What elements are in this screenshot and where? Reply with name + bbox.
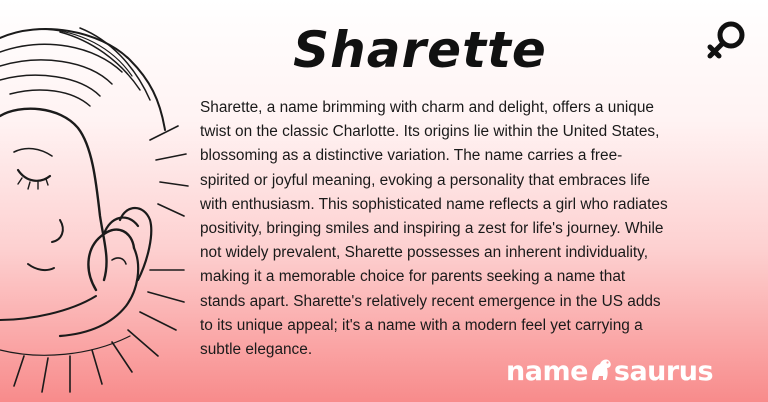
logo-text-suffix: saurus	[613, 356, 714, 387]
name-description: Sharette, a name brimming with charm and delight, offers a unique twist on the classic Charlotte. Its origins lie within the United States, blossoming as a distinctive variation. The name carries a free-spirited or joyful meaning, evoking a personality that embraces life with enthusiasm. This sophisticated name reflects a girl who radiates positivity, bringing smiles and inspiring a zest for life's journey. While not widely prevalent, Sharette possesses an inherent individuality, making it a memorable choice for parents seeking a name that stands apart. Sharette's relatively recent emergence in the US adds to its unique appeal; it's a name with a modern feel yet carrying a subtle elegance.	[200, 99, 668, 359]
name-title: Sharette	[293, 21, 547, 79]
female-symbol-icon	[704, 18, 748, 62]
dinosaur-icon	[588, 356, 614, 382]
logo-text-prefix: name	[506, 356, 588, 387]
sleeping-baby-illustration	[0, 20, 200, 402]
namesaurus-logo	[506, 352, 728, 392]
